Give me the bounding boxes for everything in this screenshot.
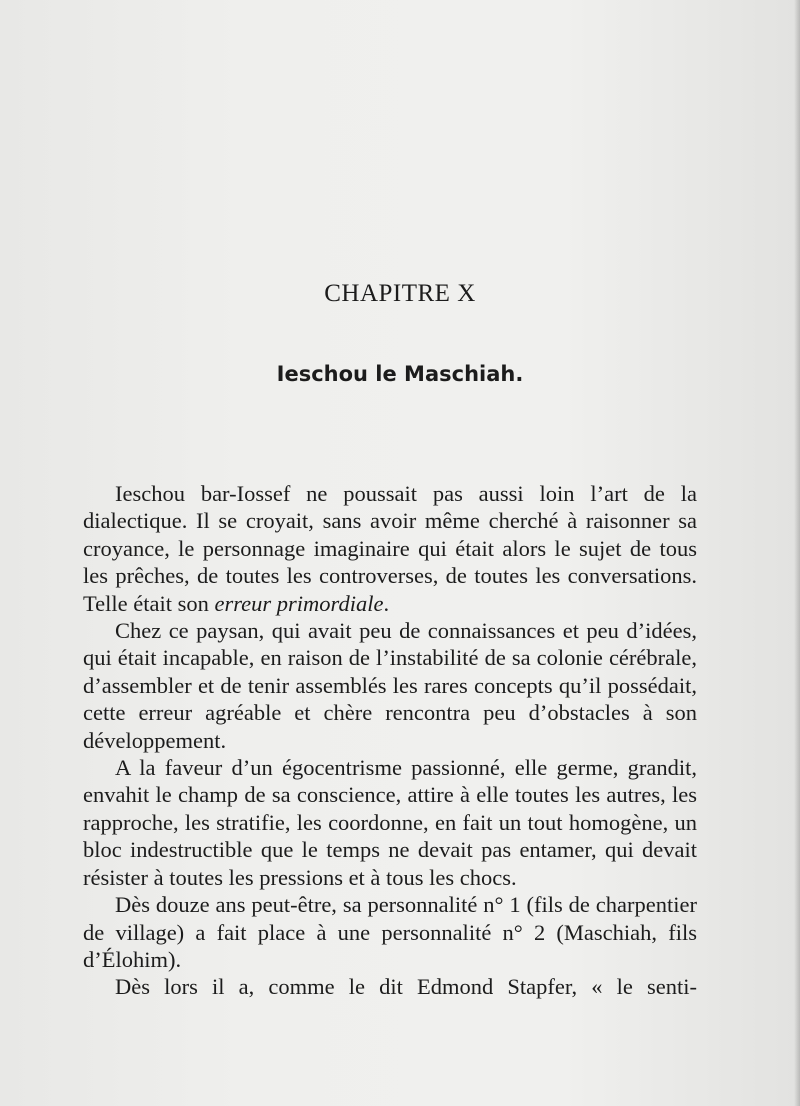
paragraph-1-italic: erreur primordiale (214, 590, 384, 616)
paragraph-1-text: Ieschou bar-Iossef ne poussait pas aussi loin l’art de la dialectique. Il se croyait, sans avoir même cherché à raisonner sa croyance, le personnage imaginaire qui était alors le sujet de tous les prêches, de toutes les controverses, de toutes les conversations. Telle était son (83, 481, 697, 616)
paragraph-3: A la faveur d’un égocentrisme passionné, elle germe, grandit, envahit le champ de sa conscience, attire à elle toutes les autres, les rapproche, les stratifie, les coordonne, en fait un tout homogène, un bloc indestructible que le temps ne devait pas entamer, qui devait résister à toutes les pressions et à tous les chocs. (83, 755, 697, 890)
paragraph-1 (83, 480, 697, 617)
paragraph-4: Dès douze ans peut-être, sa personnalité n° 1 (fils de charpentier de village) a fait place à une personnalité n° 2 (Maschiah, fils d’Élohim). (83, 892, 697, 972)
chapter-subtitle: Ieschou le Maschiah. (276, 362, 524, 386)
paragraph-1-end: . (383, 590, 390, 616)
body-text (83, 480, 697, 1001)
paragraph-5: Dès lors il a, comme le dit Edmond Stapfer, « le senti- (115, 974, 697, 1000)
paragraph-2: Chez ce paysan, qui avait peu de connaissances et peu d’idées, qui était incapable, en raison de l’instabilité de sa colonie cérébrale, d’assembler et de tenir assemblés les rares concepts qu’il possédait, cette erreur agréable et chère rencontra peu d’obstacles à son développement. (83, 618, 697, 753)
page-edge-shadow (794, 0, 800, 1106)
chapter-heading: CHAPITRE X (324, 280, 476, 307)
